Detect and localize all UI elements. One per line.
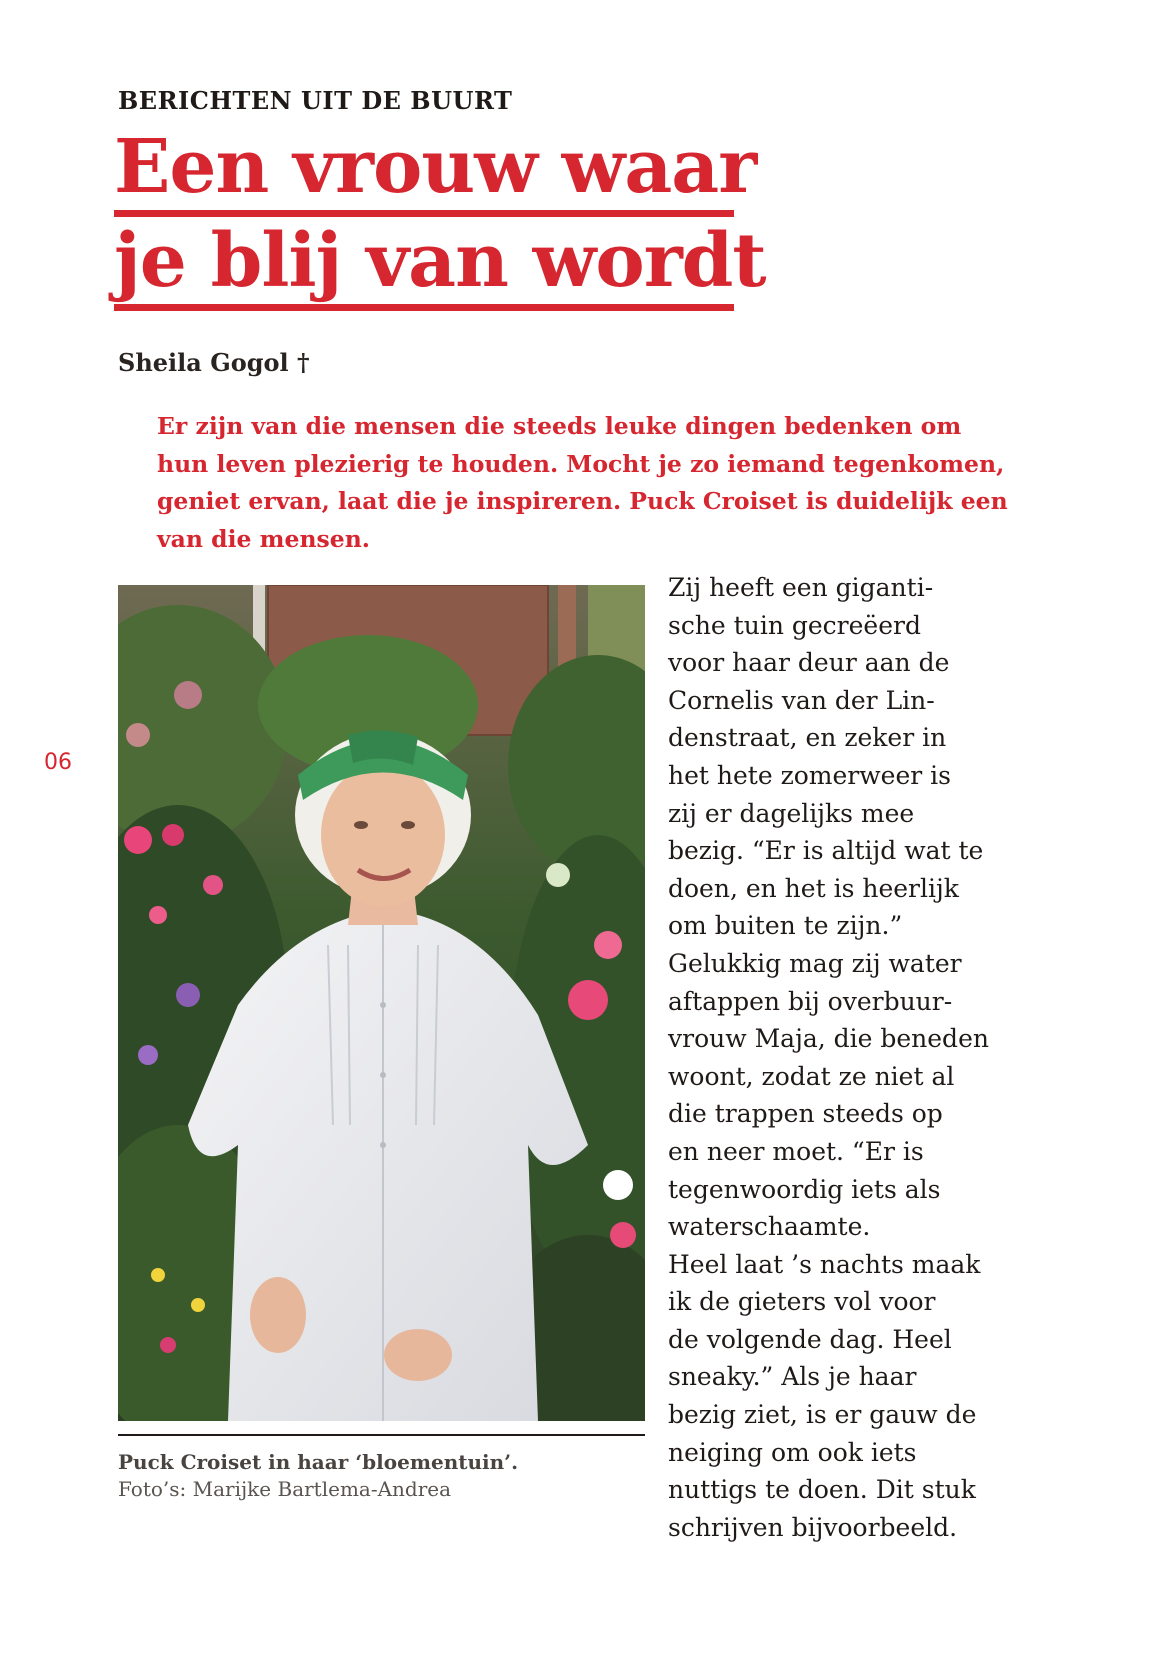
body-text-line: aftappen bij overbuur- [668, 986, 953, 1016]
body-text-line: voor haar deur aan de [668, 648, 950, 678]
body-text-line: Cornelis van der Lin- [668, 685, 935, 715]
photo-credit: Foto’s: Marijke Bartlema-Andrea [118, 1477, 452, 1501]
body-text-line: Heel laat ’s nachts maak [668, 1249, 981, 1279]
body-text-line: om buiten te zijn.” [668, 911, 903, 941]
body-text-line: schrijven bijvoorbeeld. [668, 1512, 958, 1542]
body-text-line: sche tuin gecreëerd [668, 610, 921, 640]
garden-portrait-photo [118, 585, 645, 1421]
photo-caption-divider [118, 1434, 645, 1436]
body-text-line: bezig ziet, is er gauw de [668, 1400, 977, 1430]
section-kicker: BERICHTEN UIT DE BUURT [118, 86, 513, 115]
body-text-line: bezig. “Er is altijd wat te [668, 836, 984, 866]
page-number: 06 [44, 750, 72, 775]
body-text-line: Zij heeft een giganti- [668, 573, 934, 602]
body-text-line: doen, en het is heerlijk [668, 873, 959, 903]
intro-paragraph: Er zijn van die mensen die steeds leuke dingen bedenken om hun leven plezierig te houden. Mocht je zo iemand tegenkomen, geniet ervan, laat die je inspireren. Puck Croiset is duidelijk een van die mensen. [157, 412, 1008, 553]
body-text-line: sneaky.” Als je haar [668, 1362, 917, 1392]
photo-caption: Puck Croiset in haar ‘bloementuin’. [118, 1450, 519, 1474]
body-text-line: de volgende dag. Heel [668, 1324, 952, 1354]
body-text-line: woont, zodat ze niet al [668, 1061, 955, 1091]
body-text-line: ik de gieters vol voor [668, 1287, 936, 1317]
body-text-line: die trappen steeds op [668, 1099, 943, 1129]
body-text-line: Gelukkig mag zij water [668, 948, 962, 978]
body-text-line: en neer moet. “Er is [668, 1136, 924, 1166]
body-text-line: nuttigs te doen. Dit stuk [668, 1475, 976, 1505]
photo-illustration [118, 585, 645, 1421]
body-text-line: het hete zomerweer is [668, 760, 951, 790]
body-text-line: neiging om ook iets [668, 1437, 917, 1467]
article-body [668, 569, 1008, 1546]
body-text-line: tegenwoordig iets als [668, 1174, 941, 1204]
headline-line-2: je blij van wordt [114, 220, 734, 311]
body-text-line: vrouw Maja, die beneden [668, 1024, 989, 1054]
body-text-line: denstraat, en zeker in [668, 723, 947, 753]
body-text-line: waterschaamte. [668, 1212, 871, 1242]
author-byline: Sheila Gogol † [118, 348, 310, 377]
article-headline [114, 124, 766, 314]
body-text-line: zij er dagelijks mee [668, 798, 915, 828]
headline-line-1: Een vrouw waar [114, 126, 734, 217]
